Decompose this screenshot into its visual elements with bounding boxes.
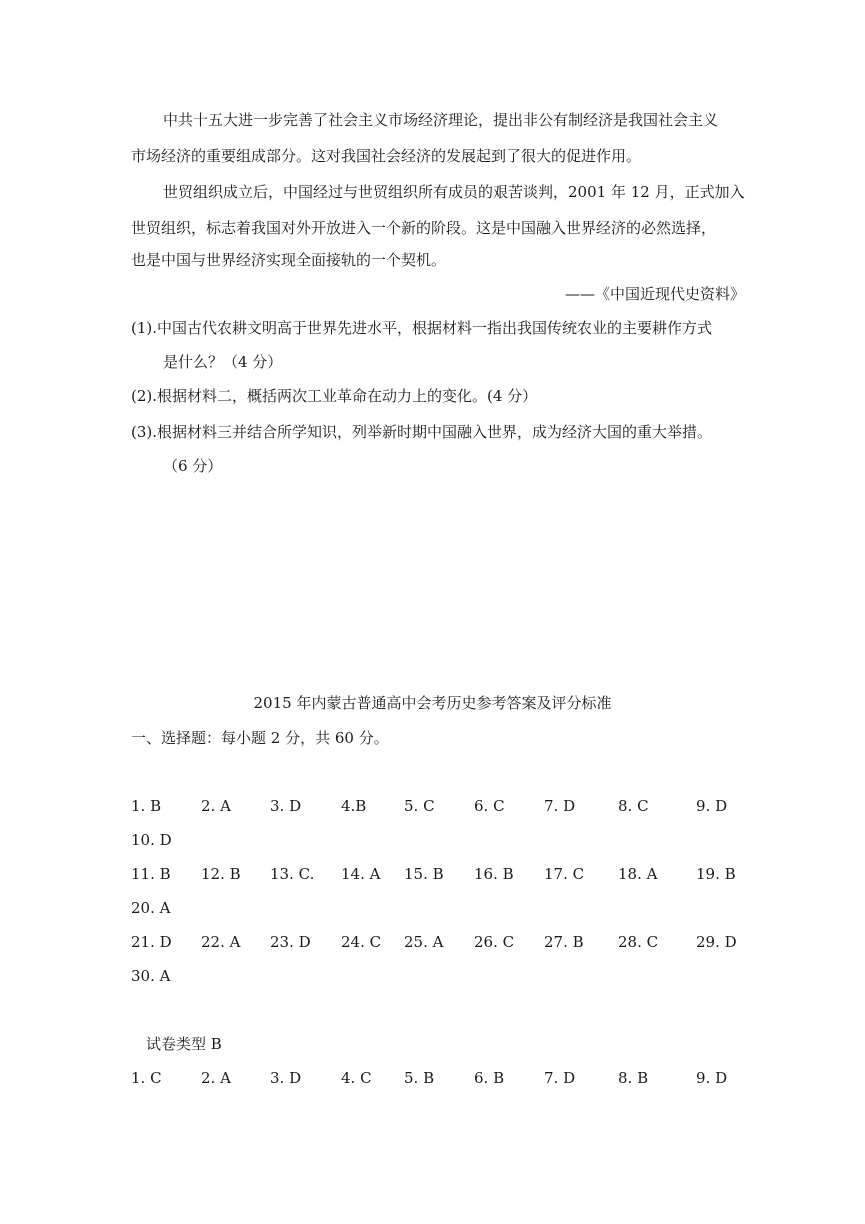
question-2: (2).根据材料二，概括两次工业革命在动力上的变化。(4 分） xyxy=(131,387,538,405)
answer-cell: 3. D xyxy=(270,797,302,815)
answer-cell: 6. B xyxy=(474,1069,505,1087)
question-1-continued: 是什么？（4 分） xyxy=(163,353,283,371)
answer-cell: 4.B xyxy=(341,797,367,815)
answer-cell: 3. D xyxy=(270,1069,302,1087)
material-paragraph-line: 世贸组织成立后，中国经过与世贸组织所有成员的艰苦谈判，2001 年 12 月，正式加入 xyxy=(163,183,745,201)
answer-cell: 9. D xyxy=(696,1069,728,1087)
material-paragraph-line: 市场经济的重要组成部分。这对我国社会经济的发展起到了很大的促进作用。 xyxy=(131,147,642,165)
question-3-continued: （6 分） xyxy=(163,457,223,475)
material-paragraph-line: 世贸组织，标志着我国对外开放进入一个新的阶段。这是中国融入世界经济的必然选择， xyxy=(131,219,717,237)
answer-cell: 2. A xyxy=(201,1069,231,1087)
answer-row xyxy=(131,898,741,918)
material-paragraph-line: 也是中国与世界经济实现全面接轨的一个契机。 xyxy=(131,251,447,269)
answer-cell: 12. B xyxy=(201,865,241,883)
answer-cell: 21. D xyxy=(131,933,172,951)
answer-cell: 28. C xyxy=(618,933,659,951)
answer-row xyxy=(131,864,741,884)
answer-cell: 1. B xyxy=(131,797,162,815)
answer-cell: 20. A xyxy=(131,899,171,917)
answer-cell: 9. D xyxy=(696,797,728,815)
answer-cell: 19. B xyxy=(696,865,736,883)
answer-cell: 16. B xyxy=(474,865,514,883)
answer-cell: 4. C xyxy=(341,1069,372,1087)
answer-row xyxy=(131,830,741,850)
answer-cell: 1. C xyxy=(131,1069,162,1087)
material-paragraph-line: 中共十五大进一步完善了社会主义市场经济理论，提出非公有制经济是我国社会主义 xyxy=(163,111,719,129)
question-1: (1).中国古代农耕文明高于世界先进水平，根据材料一指出我国传统农业的主要耕作方式 xyxy=(131,319,713,337)
answer-cell: 7. D xyxy=(544,1069,576,1087)
answer-cell: 17. C xyxy=(544,865,585,883)
answer-cell: 24. C xyxy=(341,933,382,951)
answer-cell: 11. B xyxy=(131,865,171,883)
section-heading: 一、选择题：每小题 2 分，共 60 分。 xyxy=(131,729,389,747)
answer-cell: 6. C xyxy=(474,797,505,815)
answer-cell: 29. D xyxy=(696,933,737,951)
answer-cell: 18. A xyxy=(618,865,658,883)
answer-cell: 27. B xyxy=(544,933,584,951)
answer-cell: 10. D xyxy=(131,831,172,849)
answer-cell: 22. A xyxy=(201,933,241,951)
material-source: ——《中国近现代史资料》 xyxy=(564,285,745,303)
answer-cell: 14. A xyxy=(341,865,381,883)
answer-cell: 26. C xyxy=(474,933,515,951)
question-3: (3).根据材料三并结合所学知识，列举新时期中国融入世界，成为经济大国的重大举措。 xyxy=(131,423,713,441)
answer-cell: 8. B xyxy=(618,1069,649,1087)
answer-cell: 23. D xyxy=(270,933,311,951)
answer-cell: 7. D xyxy=(544,797,576,815)
answer-row xyxy=(131,796,741,816)
answer-cell: 25. A xyxy=(404,933,444,951)
paper-type-label: 试卷类型 B xyxy=(146,1035,222,1053)
answer-cell: 15. B xyxy=(404,865,444,883)
answer-row xyxy=(131,1068,741,1088)
answer-cell: 5. C xyxy=(404,797,435,815)
answer-cell: 13. C. xyxy=(270,865,315,883)
answer-row xyxy=(131,932,741,952)
answer-cell: 5. B xyxy=(404,1069,435,1087)
answer-key-title: 2015 年内蒙古普通高中会考历史参考答案及评分标准 xyxy=(253,694,612,712)
answer-cell: 2. A xyxy=(201,797,231,815)
answer-cell: 8. C xyxy=(618,797,649,815)
answer-cell: 30. A xyxy=(131,967,171,985)
answer-row xyxy=(131,966,741,986)
